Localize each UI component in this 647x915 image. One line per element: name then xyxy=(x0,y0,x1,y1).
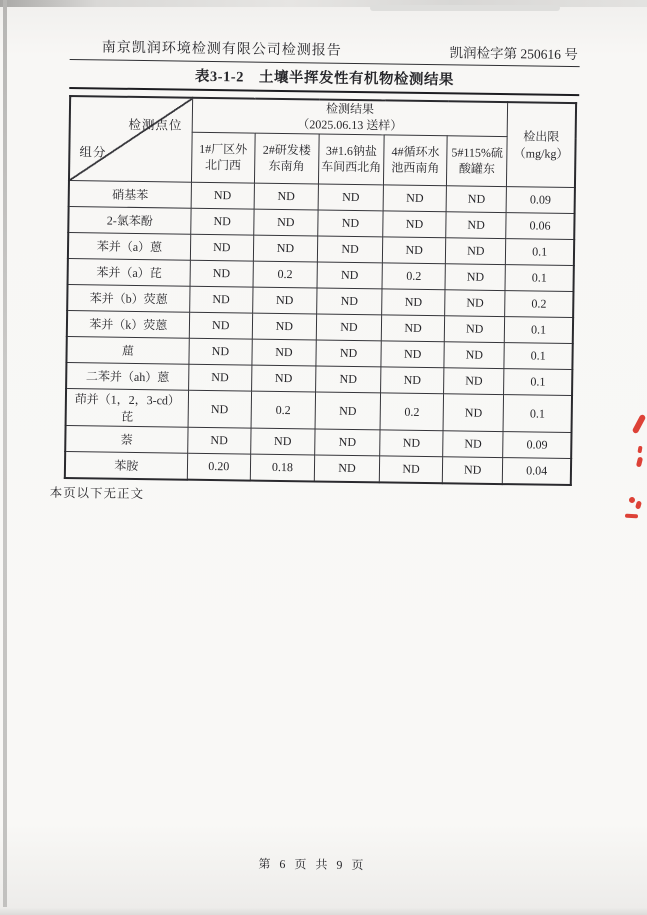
site-column-4: 4#循环水池西南角 xyxy=(384,135,448,186)
stamp-fragment xyxy=(637,446,642,454)
component-name: 苯并（k）荧蒽 xyxy=(67,311,190,339)
result-value: ND xyxy=(188,390,252,428)
result-value: ND xyxy=(381,367,444,394)
result-value: 0.2 xyxy=(253,261,317,288)
result-value: ND xyxy=(189,312,252,339)
result-value: ND xyxy=(254,183,318,210)
component-name: 2-氯苯酚 xyxy=(68,207,191,235)
detection-limit-value: 0.09 xyxy=(503,432,572,459)
result-value: ND xyxy=(443,431,503,458)
document-content xyxy=(49,36,580,873)
corner-header-cell xyxy=(69,96,192,182)
result-value: ND xyxy=(252,339,316,366)
results-group-date: （2025.06.13 送样） xyxy=(297,116,403,133)
result-value: ND xyxy=(190,234,253,261)
detection-limit-value: 0.1 xyxy=(506,239,575,266)
result-value: ND xyxy=(318,184,383,211)
result-value: 0.2 xyxy=(382,263,445,290)
component-name: 苯并（a）蒽 xyxy=(68,233,191,261)
stamp-fragment xyxy=(628,496,636,504)
report-header-number: 凯润检字第 250616 号 xyxy=(449,45,578,63)
result-value: ND xyxy=(315,392,381,430)
result-value: ND xyxy=(190,260,253,287)
result-value: ND xyxy=(317,236,382,263)
result-value: ND xyxy=(189,286,252,313)
report-header-company: 南京凯润环境检测有限公司检测报告 xyxy=(101,40,342,59)
result-value: ND xyxy=(443,394,504,432)
detection-limit-unit: （mg/kg） xyxy=(513,145,569,161)
site-column-3: 3#1.6钠盐车间西北角 xyxy=(318,134,384,185)
site-column-2: 2#研发楼东南角 xyxy=(254,133,319,184)
result-value: ND xyxy=(382,289,445,316)
result-value: ND xyxy=(189,338,252,365)
result-value: ND xyxy=(383,185,446,212)
detection-limit-value: 0.1 xyxy=(504,343,573,370)
result-value: ND xyxy=(444,368,504,395)
result-value: ND xyxy=(382,237,445,264)
result-value: ND xyxy=(254,209,318,236)
result-value: ND xyxy=(314,455,379,482)
detection-limit-value: 0.09 xyxy=(506,187,575,214)
result-value: ND xyxy=(187,427,250,454)
scan-edge-bottom xyxy=(0,907,647,915)
result-value: ND xyxy=(315,429,380,456)
detection-limit-header xyxy=(507,102,576,188)
result-value: ND xyxy=(253,235,317,262)
component-name: 苯并（a）芘 xyxy=(68,259,191,287)
result-value: ND xyxy=(446,238,506,265)
component-name: 苯并（b）荧蒽 xyxy=(67,285,190,313)
result-value: ND xyxy=(316,314,381,341)
result-value: 0.2 xyxy=(251,391,316,429)
detection-limit-value: 0.2 xyxy=(505,291,574,318)
result-value: ND xyxy=(379,456,442,483)
detection-limit-value: 0.1 xyxy=(503,395,572,433)
result-value: ND xyxy=(380,430,443,457)
stamp-fragment xyxy=(635,500,642,509)
result-value: ND xyxy=(445,264,505,291)
stamp-fragment xyxy=(636,457,643,468)
component-name: 䓛 xyxy=(66,337,189,365)
component-name: 茚并（1，2，3-cd）芘 xyxy=(66,389,189,428)
component-name: 苯胺 xyxy=(65,452,188,480)
result-value: ND xyxy=(317,262,382,289)
site-column-5: 5#115%硫酸罐东 xyxy=(447,136,508,187)
result-value: ND xyxy=(381,315,444,342)
result-value: 0.2 xyxy=(380,393,444,431)
group-header-row xyxy=(70,96,576,138)
results-group-header xyxy=(192,98,508,137)
detection-limit-value: 0.04 xyxy=(503,458,572,485)
end-of-page-note: 本页以下无正文 xyxy=(49,485,145,502)
result-value: ND xyxy=(381,341,444,368)
result-value: ND xyxy=(316,366,381,393)
scan-edge-blotch xyxy=(370,5,560,11)
results-group-title: 检测结果 xyxy=(325,101,375,117)
result-value: ND xyxy=(446,186,506,213)
corner-label-point: 检测点位 xyxy=(128,117,183,133)
detection-limit-value: 0.1 xyxy=(505,317,574,344)
scan-edge-left xyxy=(3,0,7,915)
results-table xyxy=(64,95,577,486)
result-value: ND xyxy=(383,211,446,238)
result-value: ND xyxy=(251,365,315,392)
result-value: ND xyxy=(252,287,316,314)
corner-label-component: 组分 xyxy=(79,145,107,160)
result-value: ND xyxy=(444,316,504,343)
stamp-fragment xyxy=(625,514,638,519)
result-value: ND xyxy=(188,364,251,391)
result-value: ND xyxy=(317,288,382,315)
detection-limit-value: 0.06 xyxy=(506,213,575,240)
result-value: ND xyxy=(252,313,316,340)
result-value: ND xyxy=(316,340,381,367)
detection-limit-value: 0.1 xyxy=(505,265,574,292)
result-value: ND xyxy=(318,210,383,237)
result-value: ND xyxy=(191,182,254,209)
result-value: ND xyxy=(444,342,504,369)
result-value: ND xyxy=(251,428,315,455)
component-name: 硝基苯 xyxy=(69,181,192,209)
result-value: 0.18 xyxy=(250,454,314,481)
detection-limit-title: 检出限 xyxy=(523,129,560,145)
result-value: ND xyxy=(446,212,506,239)
table-title: 表3-1-2 土壤半挥发性有机物检测结果 xyxy=(69,60,579,96)
detection-limit-value: 0.1 xyxy=(504,369,573,396)
component-name: 萘 xyxy=(65,426,188,454)
result-value: ND xyxy=(190,208,253,235)
table-row xyxy=(65,452,571,486)
page-number: 第 6 页 共 9 页 xyxy=(258,856,367,873)
site-column-1: 1#厂区外北门西 xyxy=(191,132,255,183)
component-name: 二苯并（ah）蒽 xyxy=(66,363,189,391)
result-value: ND xyxy=(445,290,505,317)
result-value: 0.20 xyxy=(187,453,250,480)
result-value: ND xyxy=(442,457,502,484)
stamp-fragment xyxy=(632,414,647,434)
